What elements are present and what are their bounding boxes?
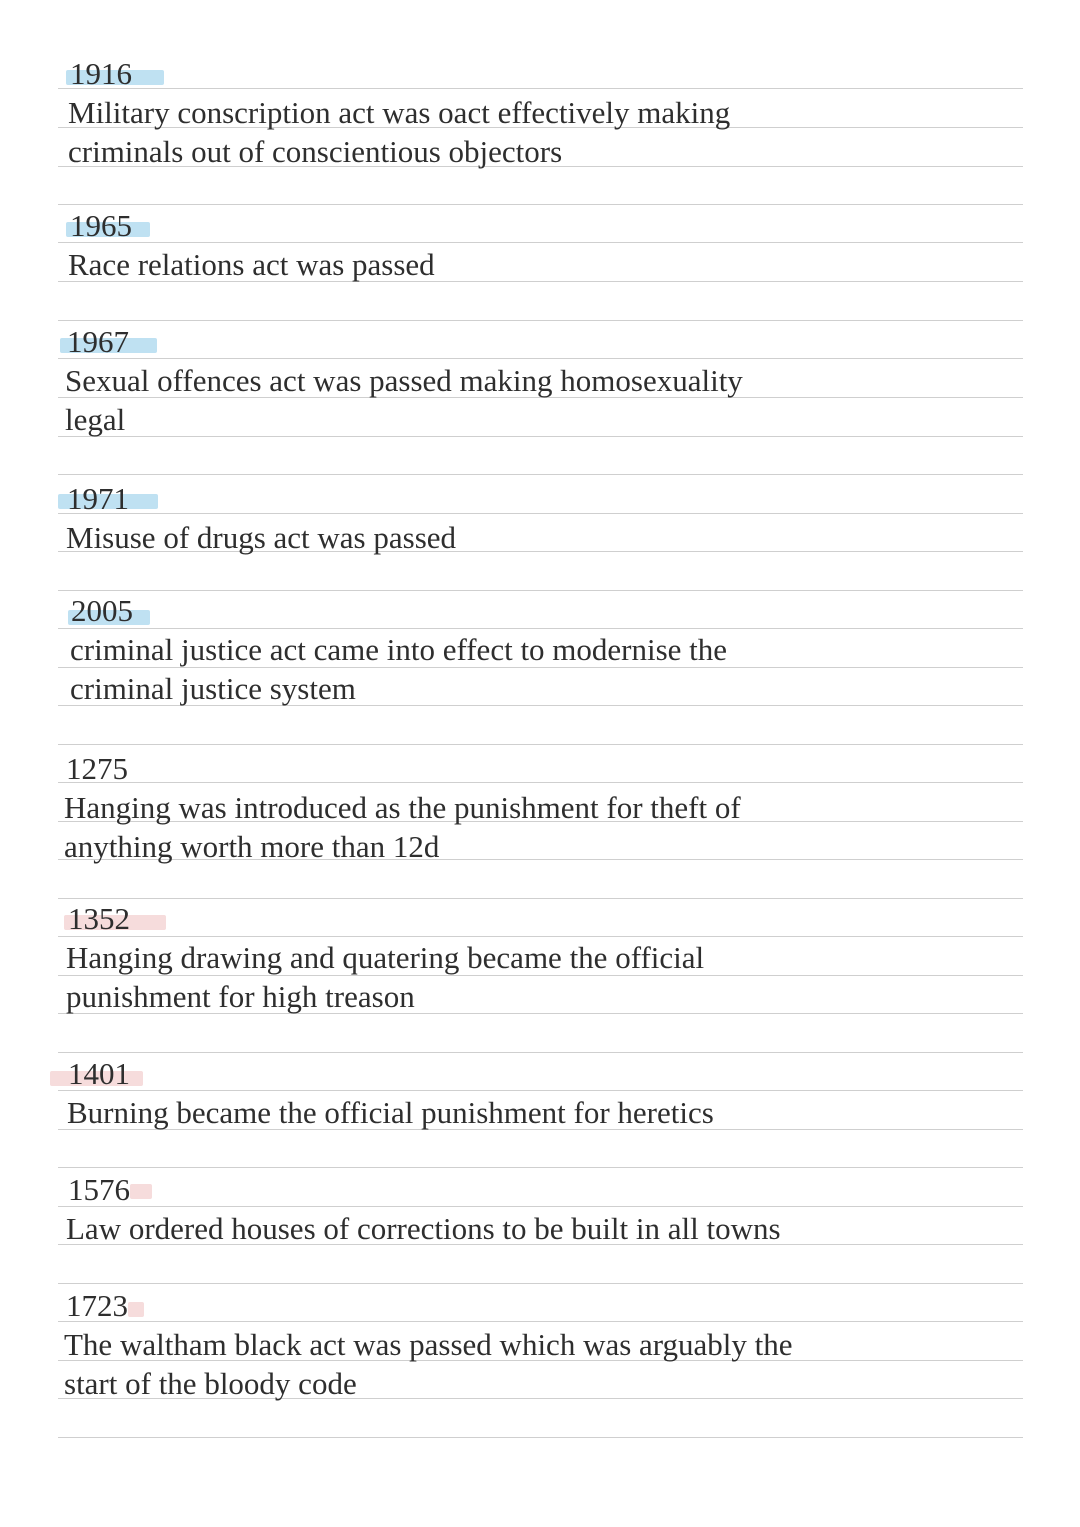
entry-year: 1275	[66, 751, 128, 786]
ruled-line	[58, 204, 1023, 205]
ruled-line	[58, 1437, 1023, 1438]
entry-text-line: legal	[65, 402, 126, 437]
ruled-line	[58, 358, 1023, 359]
ruled-line	[58, 436, 1023, 437]
entry-year: 1401	[68, 1056, 130, 1091]
ruled-line	[58, 88, 1023, 89]
entry-text-line: anything worth more than 12d	[64, 829, 440, 864]
entry-text-line: Law ordered houses of corrections to be built in all towns	[66, 1211, 781, 1246]
ruled-line	[58, 1283, 1023, 1284]
ruled-line	[58, 1090, 1023, 1091]
entry-text-line: criminal justice act came into effect to modernise the	[70, 632, 728, 667]
entry-text-line: Hanging drawing and quatering became the official	[66, 940, 705, 975]
ruled-line	[58, 628, 1023, 629]
entry-year: 1352	[68, 901, 130, 936]
entry-text-line: start of the bloody code	[64, 1366, 357, 1401]
entry-text-line: Burning became the official punishment for heretics	[67, 1095, 714, 1130]
ruled-line	[58, 1321, 1023, 1322]
ruled-line	[58, 782, 1023, 783]
ruled-line	[58, 1206, 1023, 1207]
ruled-line	[58, 513, 1023, 514]
entry-year: 1576	[68, 1172, 130, 1207]
entry-text-line: Military conscription act was oact effectively making	[68, 95, 731, 130]
entry-text-line: Race relations act was passed	[68, 247, 435, 282]
entry-text-line: The waltham black act was passed which was arguably the	[64, 1327, 793, 1362]
entry-year: 1723	[66, 1288, 128, 1323]
ruled-line	[58, 1167, 1023, 1168]
ruled-line	[58, 744, 1023, 745]
entry-year: 1971	[67, 481, 129, 516]
entry-text-line: criminals out of conscientious objectors	[68, 134, 563, 169]
ruled-line	[58, 242, 1023, 243]
ruled-line	[58, 590, 1023, 591]
entry-text-line: Sexual offences act was passed making homosexuality	[65, 363, 743, 398]
ruled-line	[58, 474, 1023, 475]
entry-year: 2005	[71, 593, 133, 628]
entry-text-line: Hanging was introduced as the punishment for theft of	[64, 790, 741, 825]
year-highlight	[128, 1302, 144, 1317]
entry-year: 1916	[70, 56, 132, 91]
ruled-line	[58, 936, 1023, 937]
year-highlight	[130, 1184, 152, 1199]
ruled-line	[58, 320, 1023, 321]
entry-text-line: punishment for high treason	[66, 979, 415, 1014]
entry-text-line: criminal justice system	[70, 671, 356, 706]
ruled-line	[58, 898, 1023, 899]
ruled-line	[58, 1052, 1023, 1053]
entry-year: 1967	[67, 324, 129, 359]
entry-text-line: Misuse of drugs act was passed	[66, 520, 457, 555]
entry-year: 1965	[70, 208, 132, 243]
